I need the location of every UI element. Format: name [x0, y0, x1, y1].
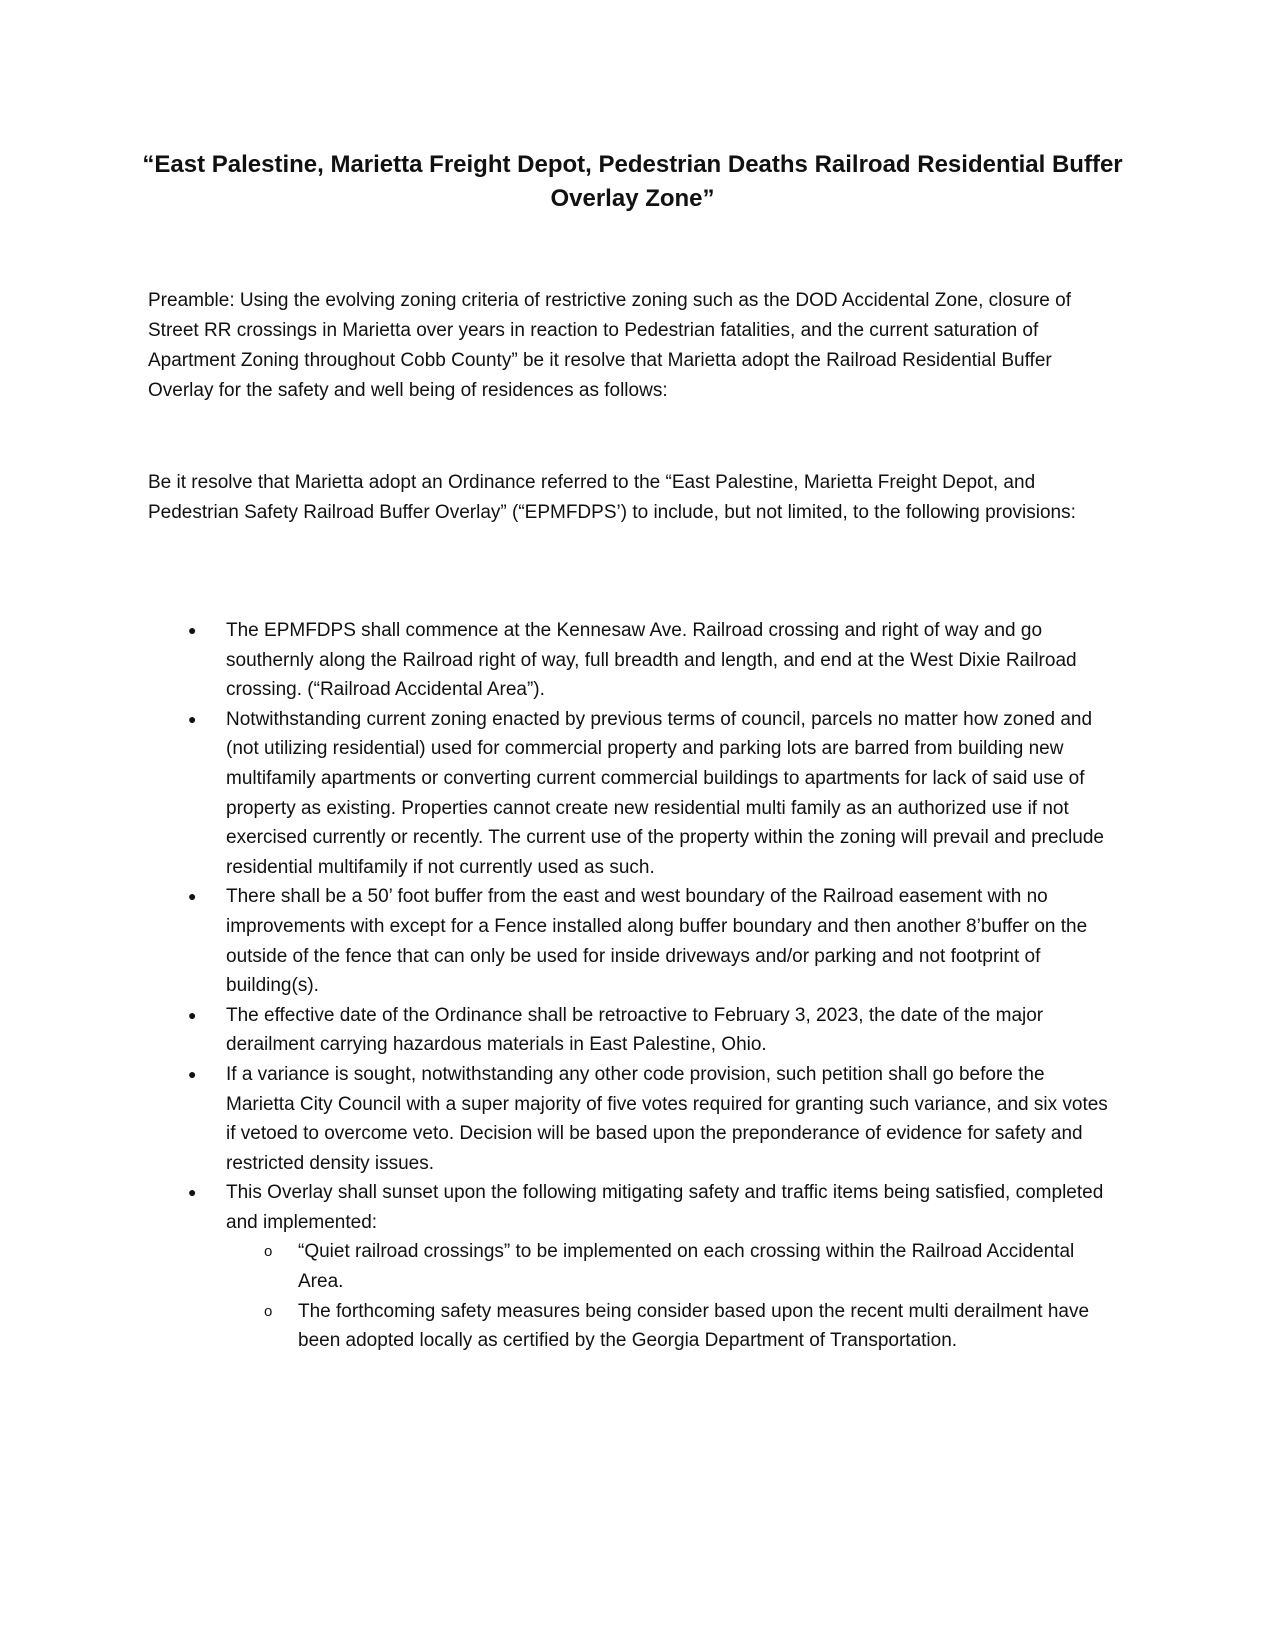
provision-text: There shall be a 50’ foot buffer from the east and west boundary of the Railroad easement with no improvements with except for a Fence installed along buffer boundary and then another 8’buffer on the outside of the fence that can only be used for inside driveways and/or parking and not footprint of building(s).	[226, 886, 1088, 997]
sunset-items-list	[226, 1237, 1108, 1355]
bullet-icon: ●	[188, 1006, 197, 1023]
provision-text: Notwithstanding current zoning enacted by previous terms of council, parcels no matter how zoned and (not utilizing residential) used for commercial property and parking lots are barred from building new multifamily apartments or converting current commercial buildings to apartments for lack of said use of property as existing. Properties cannot create new residential multi family as an authorized use if not exercised currently or recently. The current use of the property within the zoning will prevail and preclude residential multifamily if not currently used as such.	[226, 708, 1104, 878]
preamble-paragraph: Preamble: Using the evolving zoning criteria of restrictive zoning such as the DOD Accidental Zone, closure of Street RR crossings in Marietta over years in reaction to Pedestrian fatalities, and the current saturation of Apartment Zoning throughout Cobb County” be it resolve that Marietta adopt the Railroad Residential Buffer Overlay for the safety and well being of residences as follows:	[148, 290, 1072, 401]
provision-item	[148, 705, 1108, 883]
bullet-icon: ●	[188, 1184, 197, 1201]
document-title: “East Palestine, Marietta Freight Depot, Pedestrian Deaths Railroad Residential Buffer Overlay Zone”	[142, 151, 1123, 212]
sunset-item-text: The forthcoming safety measures being consider based upon the recent multi derailment have been adopted locally as certified by the Georgia Department of Transportation.	[298, 1300, 1090, 1352]
provision-text: The EPMFDPS shall commence at the Kennesaw Ave. Railroad crossing and right of way and go southernly along the Railroad right of way, full breadth and length, and end at the West Dixie Railroad crossing. (“Railroad Accidental Area”).	[226, 620, 1077, 701]
provision-text: The effective date of the Ordinance shall be retroactive to February 3, 2023, the date of the major derailment carrying hazardous materials in East Palestine, Ohio.	[226, 1004, 1044, 1056]
bullet-icon: ●	[188, 888, 197, 905]
provision-text: If a variance is sought, notwithstanding any other code provision, such petition shall go before the Marietta City Council with a super majority of five votes required for granting such variance, and six votes if vetoed to overcome veto. Decision will be based upon the preponderance of evidence for safety and restricted density issues.	[226, 1063, 1108, 1174]
sunset-item-text: “Quiet railroad crossings” to be implemented on each crossing within the Railroad Accidental Area.	[298, 1241, 1075, 1293]
provisions-list	[148, 616, 1108, 1356]
provision-item	[148, 1001, 1108, 1060]
circle-bullet-icon: o	[264, 1243, 273, 1261]
bullet-icon: ●	[188, 622, 197, 638]
provision-text: This Overlay shall sunset upon the following mitigating safety and traffic items being satisfied, completed and implemented:	[226, 1182, 1104, 1233]
sunset-item	[226, 1237, 1108, 1296]
resolve-paragraph: Be it resolve that Marietta adopt an Ordinance referred to the “East Palestine, Marietta Freight Depot, and Pedestrian Safety Railroad Buffer Overlay” (“EPMFDPS’) to include, but not limited, to the following provisions:	[148, 472, 1076, 523]
sunset-item	[226, 1297, 1108, 1356]
provision-item	[148, 1060, 1108, 1178]
provision-item	[148, 882, 1108, 1000]
bullet-icon: ●	[188, 1065, 197, 1082]
provision-item	[148, 616, 1108, 705]
bullet-icon: ●	[188, 710, 197, 727]
provision-item	[148, 1178, 1108, 1356]
circle-bullet-icon: o	[264, 1302, 273, 1320]
